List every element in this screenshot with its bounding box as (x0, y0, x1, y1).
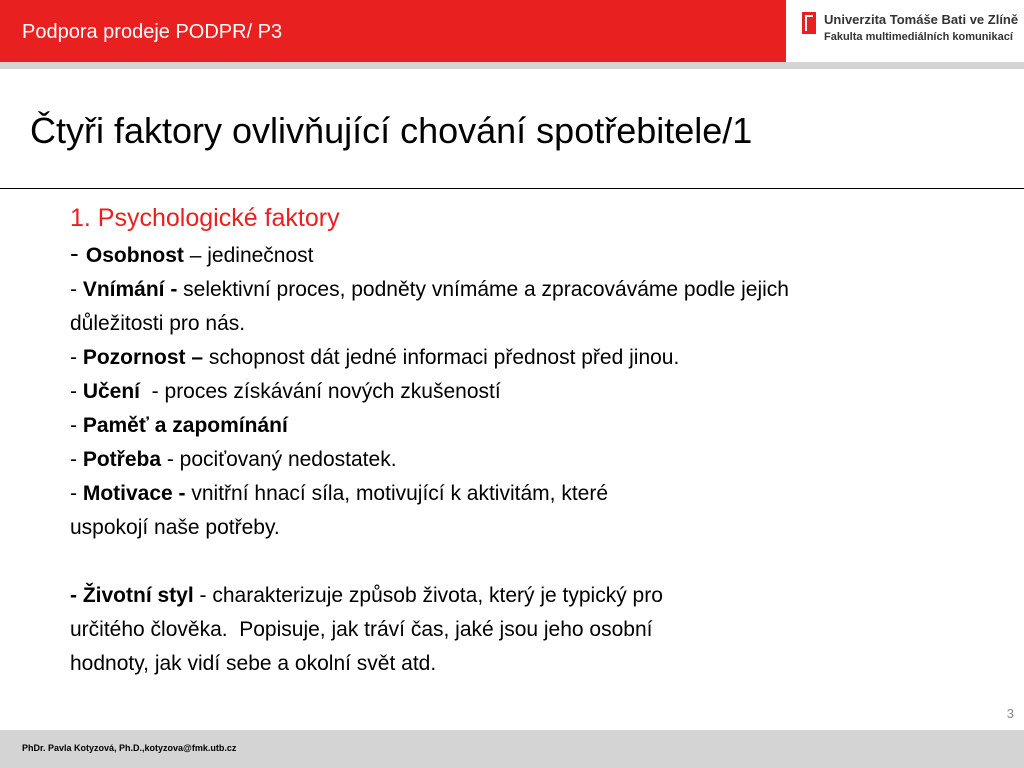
faculty-name: Fakulta multimediálních komunikací (824, 31, 1013, 43)
term: Paměť a zapomínání (82, 414, 288, 437)
list-item-potreba (70, 443, 970, 477)
bullet-dash: - (70, 448, 83, 471)
section-heading: 1. Psychologické faktory (70, 204, 340, 232)
spacer (70, 545, 970, 579)
description: schopnost dát jedné informaci přednost před jinou. (203, 346, 680, 369)
separator: – (183, 244, 208, 267)
term: Motivace - (82, 482, 186, 505)
description-continued: uspokojí naše potřeby. (70, 516, 280, 539)
course-title: Podpora prodeje PODPR/ P3 (22, 21, 283, 43)
bullet-dash: - (70, 278, 83, 301)
description: jedinečnost (207, 244, 314, 267)
description-continued: důležitosti pro nás. (70, 312, 246, 335)
slide-title: Čtyři faktory ovlivňující chování spotřebitele/1 (30, 110, 753, 151)
bullet-dash: - (70, 414, 83, 437)
list-item-uceni (70, 375, 970, 409)
list-item-osobnost (70, 236, 970, 273)
term: Osobnost (85, 244, 184, 267)
list-item-motivace (70, 477, 970, 545)
university-name: Univerzita Tomáše Bati ve Zlíně (824, 12, 1019, 27)
term: Učení (82, 380, 141, 403)
title-divider (0, 188, 1024, 189)
description: vnitřní hnací síla, motivující k aktivitám, které (185, 482, 609, 505)
bullet-dash: - (70, 346, 83, 369)
university-logo (802, 10, 1019, 50)
description: - pociťovaný nedostatek. (161, 448, 397, 471)
bullet-dash: - (70, 380, 83, 403)
list-item-pamet (70, 409, 970, 443)
description-line-3: hodnoty, jak vidí sebe a okolní svět atd. (70, 652, 437, 675)
bullet-dash: - (70, 482, 83, 505)
term: Pozornost – (82, 346, 204, 369)
description: selektivní proces, podněty vnímáme a zpracováváme podle jejich (177, 278, 789, 301)
description-line-2: určitého člověka. Popisuje, jak tráví čas, jaké jsou jeho osobní (70, 618, 653, 641)
description: - charakterizuje způsob života, který je typický pro (193, 584, 663, 607)
page-number: 3 (1006, 706, 1014, 721)
author-credit: PhDr. Pavla Kotyzová, Ph.D.,kotyzova@fmk.utb.cz (22, 743, 237, 753)
header-bar (0, 0, 786, 62)
term: - Životní styl (70, 584, 194, 607)
header-divider (0, 62, 1024, 69)
list-item-vnimani (70, 273, 970, 341)
slide-content (70, 200, 970, 681)
term: Vnímání - (82, 278, 178, 301)
term: Potřeba (82, 448, 162, 471)
university-logo-icon (802, 12, 816, 34)
list-item-pozornost (70, 341, 970, 375)
description: - proces získávání nových zkušeností (140, 380, 501, 403)
bullet-dash: - (70, 238, 86, 268)
lifestyle-paragraph (70, 579, 970, 681)
footer-bar (0, 730, 1024, 768)
